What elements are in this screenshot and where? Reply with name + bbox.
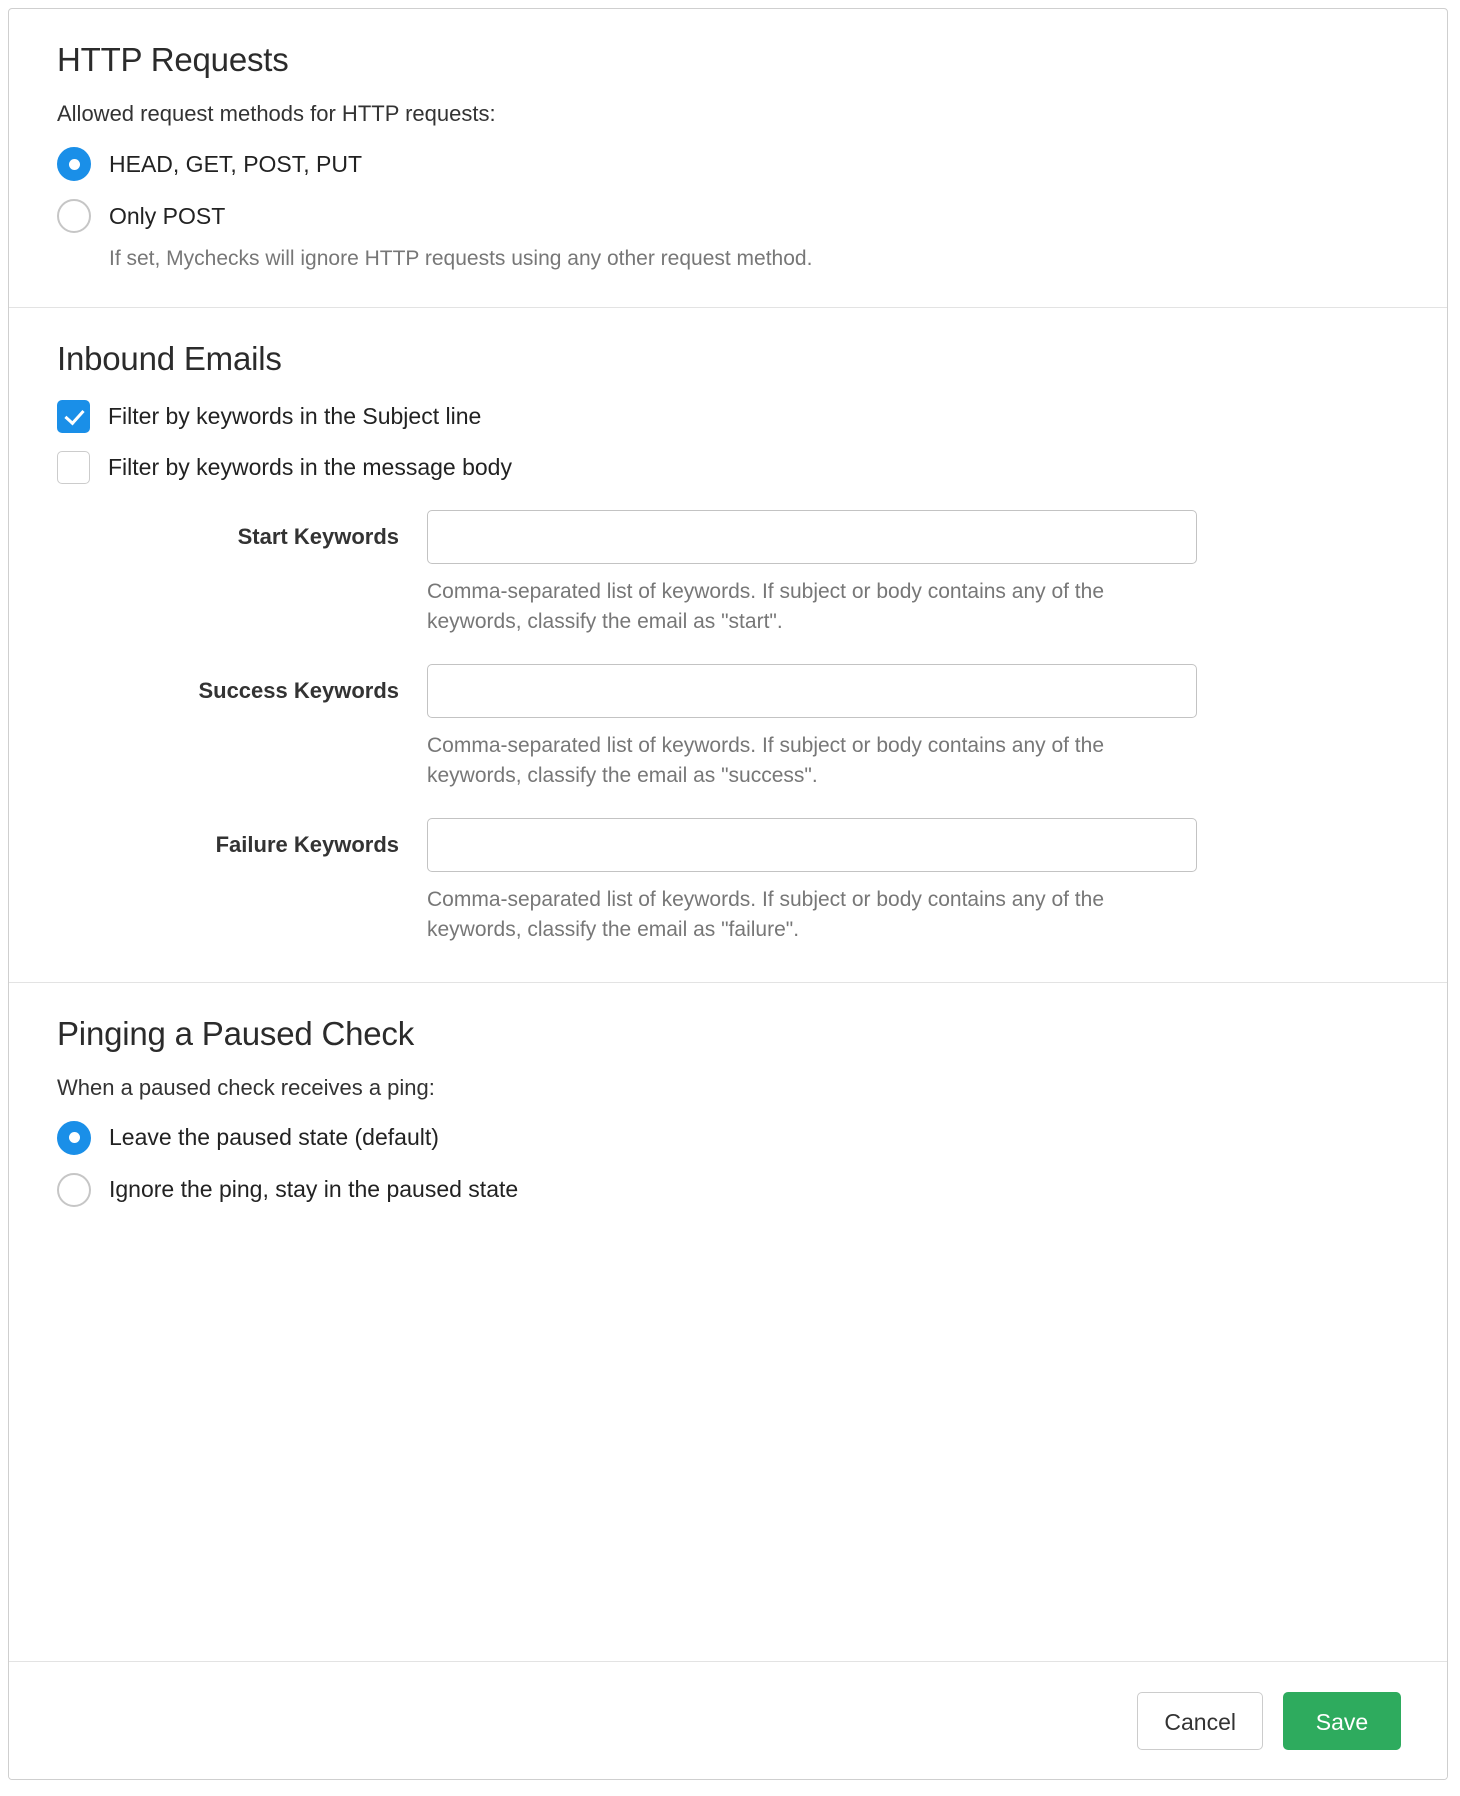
field-failure-keywords [57,818,1399,946]
checkbox-label: Filter by keywords in the message body [108,454,512,480]
start-keywords-input[interactable] [427,510,1197,564]
radio-option-only-post[interactable] [57,199,1399,233]
radio-option-head-get-post-put[interactable] [57,147,1399,181]
field-label: Start Keywords [237,524,399,549]
radio-label: HEAD, GET, POST, PUT [109,150,363,177]
field-control [427,510,1197,638]
cancel-button[interactable]: Cancel [1137,1692,1263,1750]
field-success-keywords [57,664,1399,792]
dialog-footer [9,1661,1447,1779]
section-inbound-emails [9,308,1447,983]
field-label: Success Keywords [198,677,399,703]
http-requests-help: If set, Mychecks will ignore HTTP requests using any other request method. [109,247,813,270]
field-start-keywords [57,510,1399,638]
http-requests-lead: Allowed request methods for HTTP requests: [57,101,496,126]
section-http-requests [9,9,1447,308]
settings-dialog [8,8,1448,1780]
field-help: Comma-separated list of keywords. If subject or body contains any of the keywords, classify the email as "failure". [427,887,1104,942]
section-paused-check [9,983,1447,1261]
field-label: Failure Keywords [215,831,399,857]
radio-label: Leave the paused state (default) [109,1124,439,1151]
radio-icon[interactable] [57,199,91,233]
section-title-paused-check: Pinging a Paused Check [57,1014,415,1052]
checkbox-filter-subject[interactable] [57,400,1399,433]
radio-option-leave-paused[interactable] [57,1121,1399,1155]
radio-label: Ignore the ping, stay in the paused state [109,1176,519,1203]
checkbox-label: Filter by keywords in the Subject line [108,403,482,429]
field-control [427,664,1197,792]
field-help: Comma-separated list of keywords. If subject or body contains any of the keywords, classify the email as "success". [427,733,1104,788]
radio-icon[interactable] [57,147,91,181]
save-button[interactable]: Save [1283,1692,1401,1750]
field-help: Comma-separated list of keywords. If subject or body contains any of the keywords, classify the email as "start". [427,580,1104,634]
section-title-http-requests: HTTP Requests [57,41,289,78]
checkbox-icon[interactable] [57,400,90,433]
failure-keywords-input[interactable] [427,818,1197,872]
radio-label: Only POST [109,202,226,229]
checkbox-filter-body[interactable] [57,451,1399,484]
radio-option-ignore-ping[interactable] [57,1173,1399,1207]
paused-check-lead: When a paused check receives a ping: [57,1074,435,1100]
radio-icon[interactable] [57,1173,91,1207]
radio-icon[interactable] [57,1121,91,1155]
checkbox-icon[interactable] [57,451,90,484]
section-title-inbound-emails: Inbound Emails [57,340,282,377]
success-keywords-input[interactable] [427,664,1197,718]
field-control [427,818,1197,946]
